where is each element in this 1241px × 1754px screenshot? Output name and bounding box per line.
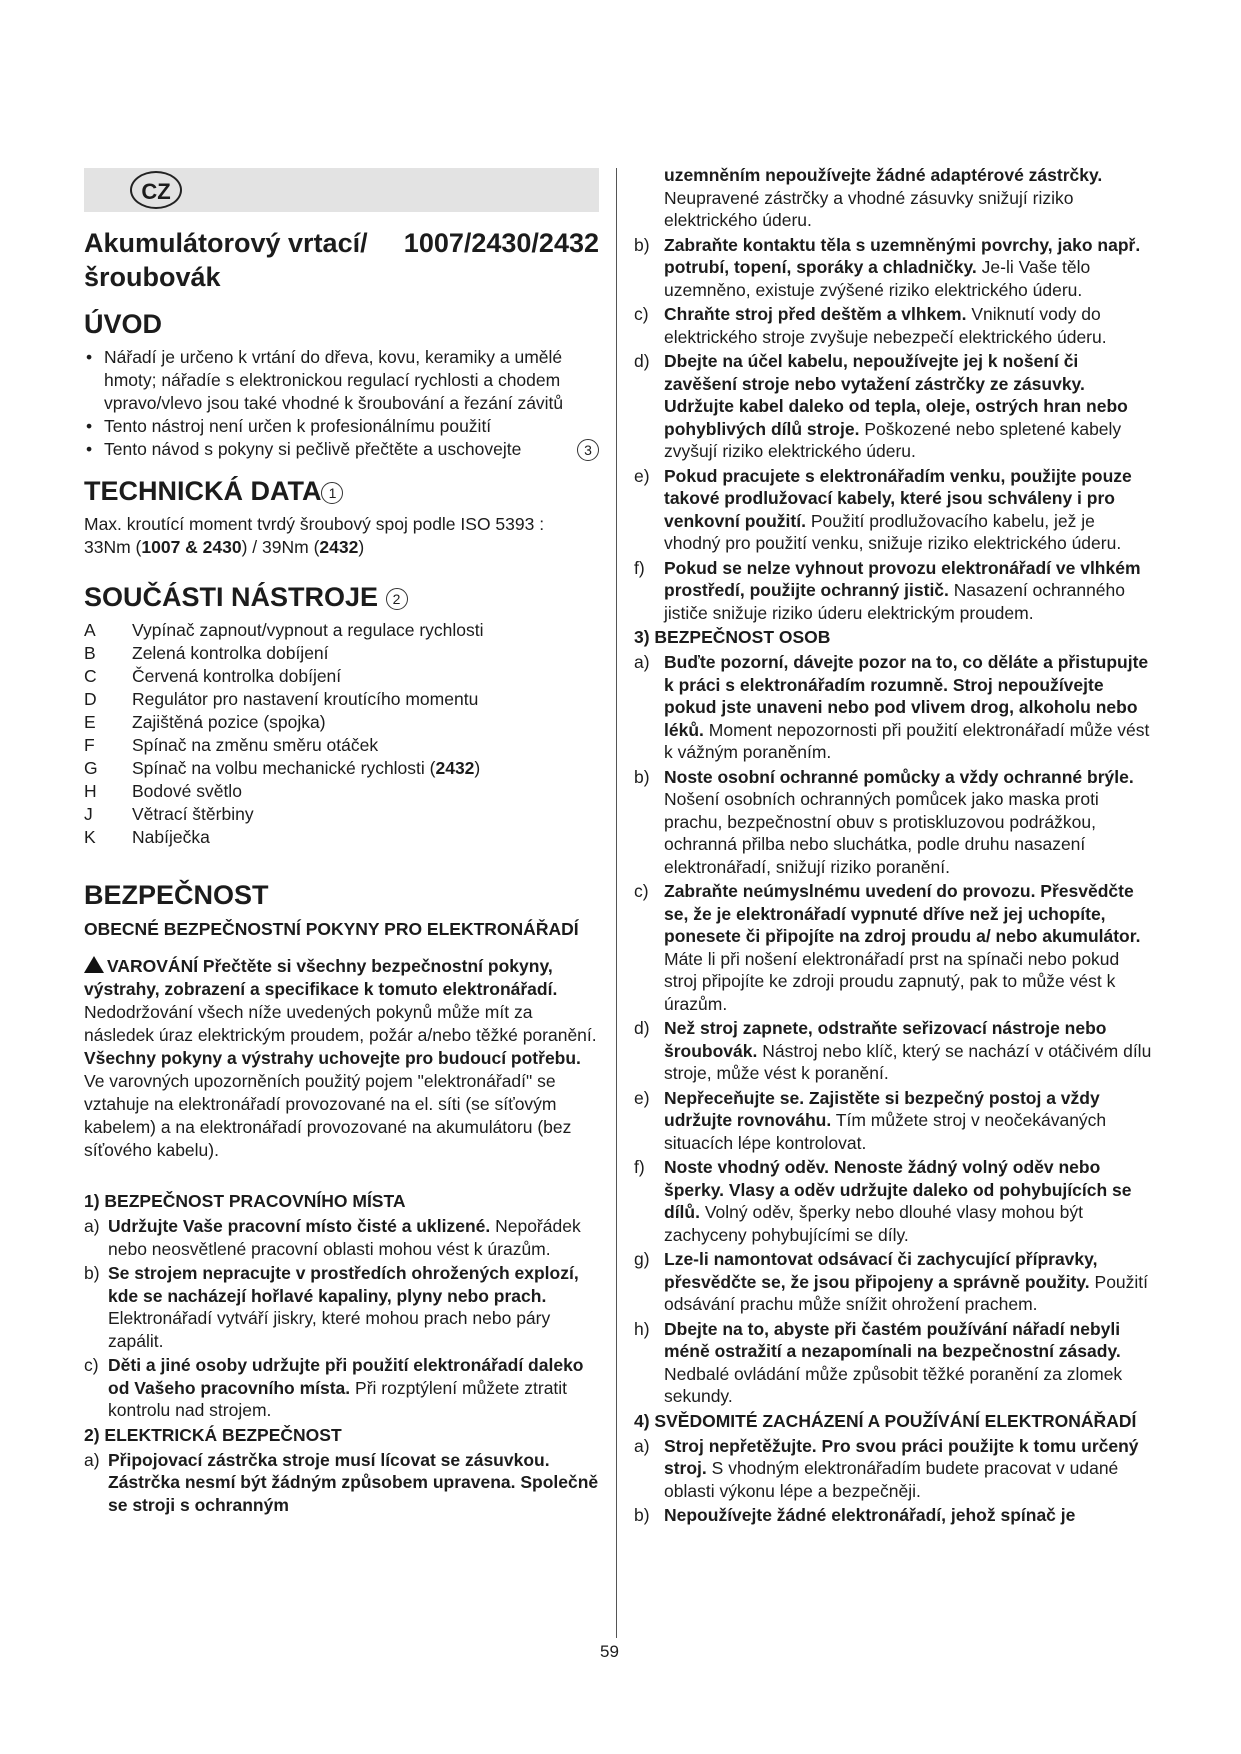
safety-subheading: OBECNÉ BEZPEČNOSTNÍ POKYNY PRO ELEKTRONÁŘADÍ [84, 919, 579, 939]
sec3-item: b) Noste osobní ochranné pomůcky a vždy ochranné brýle. Nošení osobních ochranných pomůcek jako maska proti prachu, bezpečnostní obuv s protiskluzovou podrážkou, ochranná přilba nebo sluchátka, podle druhu nasazení elektronářadí, snižují riziko poranění. [634, 766, 1134, 877]
title-text: Akumulátorový vrtací/ [84, 228, 368, 258]
parts-heading: SOUČÁSTI NÁSTROJE 2 [84, 581, 599, 613]
tech-heading: TECHNICKÁ DATA 1 [84, 475, 599, 507]
sec4-heading: 4) SVĚDOMITÉ ZACHÁZENÍ A POUŽÍVÁNÍ ELEKTRONÁŘADÍ [634, 1410, 1137, 1431]
sec3-item: a) Buďte pozorní, dávejte pozor na to, co děláte a přistupujte k práci s elektronářadím rozumně. Stroj nepoužívejte pokud jste unaveni nebo pod vlivem drog, alkoholu nebo léků. Moment nepozornosti při použití elektronářadí může vést k vážným poraněním. [634, 652, 1150, 762]
tech-line1: Max. kroutící moment tvrdý šroubový spoj podle ISO 5393 : [84, 514, 545, 534]
uvod-list [84, 346, 599, 461]
title-models: 1007/2430/2432 [403, 228, 599, 258]
sec1-item: a) Udržujte Vaše pracovní místo čisté a uklizené. Nepořádek nebo neosvětlené pracovní oblasti mohou vést k úrazům. [84, 1216, 581, 1259]
sec3-item: f) Noste vhodný oděv. Nenoste žádný volný oděv nebo šperky. Vlasy a oděv udržujte daleko od pohybujících se dílů. Volný oděv, šperky nebo dlouhé vlasy mohou být zachyceny pohybujícími se díly. [634, 1157, 1132, 1245]
parts-list [84, 619, 599, 849]
tech-line2: 33Nm (1007 & 2430) / 39Nm (2432) [84, 537, 365, 557]
sec3-item: e) Nepřeceňujte se. Zajistěte si bezpečný postoj a vždy udržujte rovnováhu. Tím můžete stroj v neočekávaných situacích lépe kontrolovat. [634, 1087, 1107, 1153]
sec2-list [634, 234, 1154, 625]
sec2-item-a-cont: uzemněním nepoužívejte žádné adaptérové zástrčky. Neupravené zástrčky a vhodné zásuvky snižují riziko elektrického úderu. [664, 165, 1103, 230]
right-column [634, 164, 1154, 1529]
sec1-item: c) Děti a jiné osoby udržujte při použití elektronářadí daleko od Vašeho pracovního místa. Při rozptýlení můžete ztratit kontrolu nad strojem. [84, 1355, 584, 1420]
parts-item: A Vypínač zapnout/vypnout a regulace rychlosti [84, 620, 484, 640]
figure-ref: 1 [321, 482, 343, 504]
warning-paragraph: VAROVÁNÍ Přečtěte si všechny bezpečnostní pokyny, výstrahy, zobrazení a specifikace k tomuto elektronářadí. Nedodržování všech níže uvedených pokynů může mít za následek úraz elektrickým proudem, požár a/nebo těžké poranění. Všechny pokyny a výstrahy uchovejte pro budoucí potřebu. Ve varovných upozorněních použitý pojem "elektronářadí" se vztahuje na elektronářadí provozované na el. síti (se síťovým kabelem) a na elektronářadí provozované na akumulátoru (bez síťového kabelu). [84, 956, 597, 1160]
sec3-item: c) Zabraňte neúmyslnému uvedení do provozu. Přesvědčte se, že je elektronářadí vypnuté dříve než jej uchopíte, ponesete či připojíte na zdroj proudu a/ nebo akumulátor. Máte li při nošení elektronářadí prst na spínači nebo pokud stroj připojíte ke zdroji proudu zapnutý, pak to může vést k úrazům. [634, 881, 1141, 1014]
parts-item: J Větrací štěrbiny [84, 804, 254, 824]
page-title [84, 226, 599, 294]
language-badge: CZ [130, 171, 182, 209]
figure-ref: 2 [386, 588, 408, 610]
sec1-item: b) Se strojem nepracujte v prostředích ohrožených explozí, kde se nacházejí hořlavé kapaliny, plyny nebo prach. Elektronářadí vytváří jiskry, které mohou prach nebo páry zapálit. [84, 1263, 579, 1351]
parts-item: K Nabíječka [84, 827, 210, 847]
uvod-bullet: • Tento návod s pokyny si pečlivě přečtěte a uschovejte 3 [84, 438, 599, 461]
sec3-item: d) Než stroj zapnete, odstraňte seřizovací nástroje nebo šroubovák. Nástroj nebo klíč, který se nachází v otáčivém dílu stroje, může vést k poranění. [634, 1018, 1152, 1083]
sec3-item: h) Dbejte na to, abyste při častém používání nářadí nebyli méně ostražití a nezapomínali na bezpečnostní zásady. Nedbalé ovládání může způsobit těžké poranění za zlomek sekundy. [634, 1318, 1123, 1406]
parts-item: B Zelená kontrolka dobíjení [84, 643, 329, 663]
figure-ref: 3 [577, 439, 599, 461]
page-number: 59 [600, 1642, 619, 1661]
uvod-heading: ÚVOD [84, 309, 163, 339]
uvod-bullet: • Nářadí je určeno k vrtání do dřeva, kovu, keramiky a umělé hmoty; nářadíe s elektronickou regulací rychlosti a chodem vpravo/vlevo jsou také vhodné k šroubování a řezání závitů [84, 346, 599, 415]
left-column [84, 168, 599, 1518]
sec4-list [634, 1435, 1154, 1527]
column-divider [616, 168, 617, 1638]
language-band [84, 168, 599, 212]
sec2-item: e) Pokud pracujete s elektronářadím venku, použijte pouze takové prodlužovací kabely, které jsou schváleny i pro venkovní použití. Použití prodlužovacího kabelu, jež je vhodný pro použití venku, snižuje riziko elektrického úderu. [634, 465, 1132, 553]
sec2-item-a: a) Připojovací zástrčka stroje musí lícovat se zásuvkou. Zástrčka nesmí být žádným způsobem upravena. Společně se stroji s ochranným [84, 1449, 599, 1515]
sec2-item: f) Pokud se nelze vyhnout provozu elektronářadí ve vlhkém prostředí, použijte ochranný jistič. Nasazení ochranného jističe snižuje riziko úderu elektrickým proudem. [634, 557, 1141, 623]
parts-item: E Zajištěná pozice (spojka) [84, 712, 326, 732]
sec3-item: g) Lze-li namontovat odsávací či zachycující přípravky, přesvědčte se, že jsou připojeny a správně použity. Použití odsávání prachu může snížit ohrožení prachem. [634, 1249, 1149, 1314]
sec3-heading: 3) BEZPEČNOST OSOB [634, 627, 831, 647]
parts-item: H Bodové světlo [84, 781, 242, 801]
uvod-bullet: • Tento nástroj není určen k profesionálnímu použití [84, 415, 599, 438]
title-text-2: šroubovák [84, 262, 221, 292]
sec3-list [634, 651, 1154, 1408]
warning-icon [84, 956, 104, 973]
sec2-item: c) Chraňte stroj před deštěm a vlhkem. Vniknutí vody do elektrického stroje zvyšuje nebezpečí elektrického úderu. [634, 304, 1107, 347]
sec2-heading: 2) ELEKTRICKÁ BEZPEČNOST [84, 1424, 342, 1445]
sec4-item: a) Stroj nepřetěžujte. Pro svou práci použijte k tomu určený stroj. S vhodným elektronářadím budete pracovat v udané oblasti výkonu lépe a bezpečněji. [634, 1435, 1139, 1501]
parts-item: D Regulátor pro nastavení kroutícího momentu [84, 689, 479, 709]
sec1-list [84, 1215, 599, 1422]
parts-item: G Spínač na volbu mechanické rychlosti ( 2432 ) [84, 758, 481, 778]
sec2-item: d) Dbejte na účel kabelu, nepoužívejte jej k nošení či zavěšení stroje nebo vytažení zástrčky ze zásuvky. Udržujte kabel daleko od tepla, oleje, ostrých hran nebo pohyblivých dílů stroje. Poškozené nebo spletené kabely zvyšují riziko elektrického úderu. [634, 351, 1128, 461]
sec1-heading: 1) BEZPEČNOST PRACOVNÍHO MÍSTA [84, 1191, 406, 1211]
sec4-item: b) Nepoužívejte žádné elektronářadí, jehož spínač je [634, 1505, 1076, 1525]
sec2-item: b) Zabraňte kontaktu těla s uzemněnými povrchy, jako např. potrubí, topení, sporáky a chladničky. Je-li Vaše tělo uzemněno, existuje zvýšené riziko elektrického úderu. [634, 234, 1141, 300]
parts-item: F Spínač na změnu směru otáček [84, 735, 379, 755]
parts-item: C Červená kontrolka dobíjení [84, 666, 342, 686]
safety-heading: BEZPEČNOST [84, 880, 269, 910]
